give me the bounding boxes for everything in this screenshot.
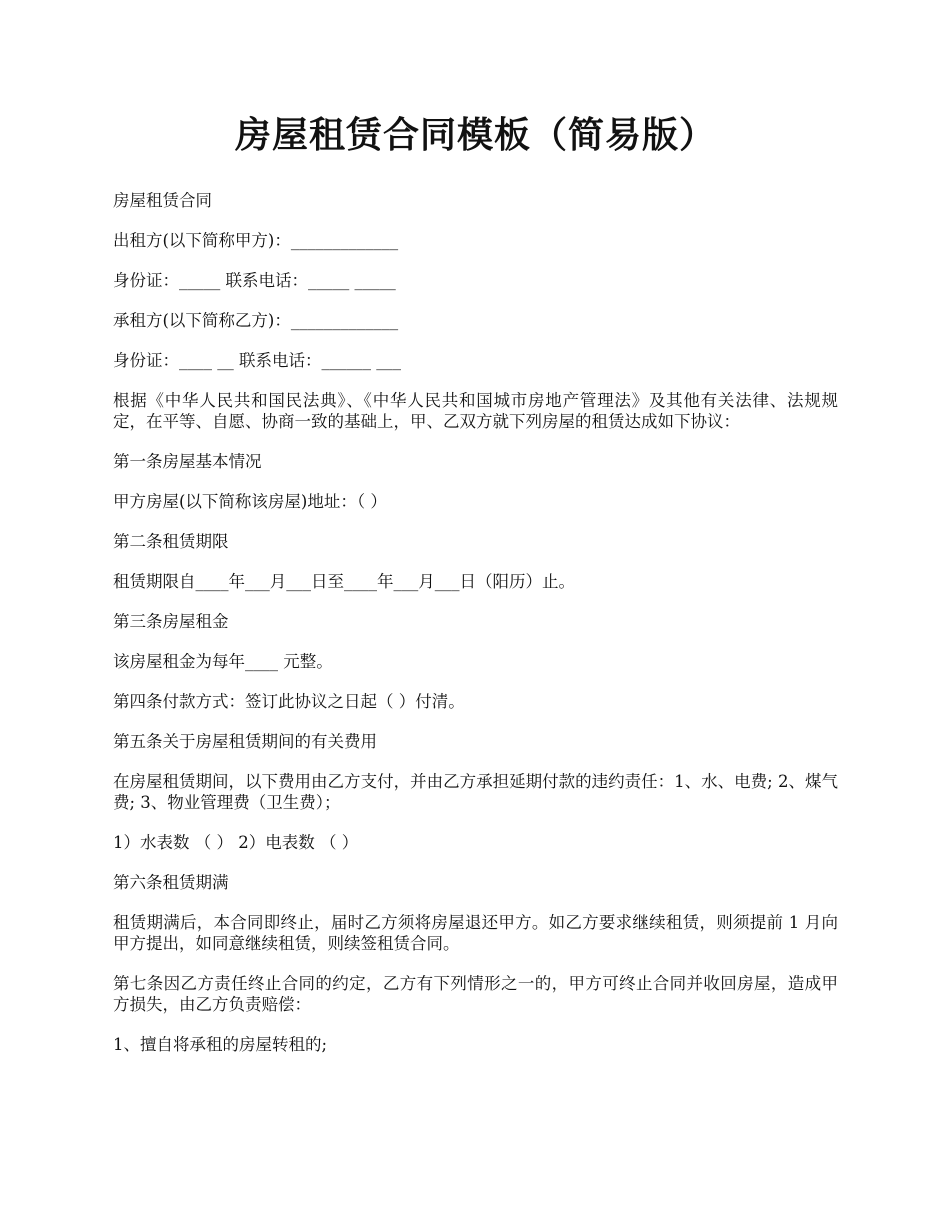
article-4-payment-line: 第四条付款方式：签订此协议之日起（ ）付清。 [113, 692, 465, 711]
article-6-heading: 第六条租赁期满 [113, 873, 229, 892]
rent-amount-line: 该房屋租金为每年____ 元整。 [113, 652, 333, 671]
article-2-heading: 第二条租赁期限 [113, 532, 229, 551]
article-7-item-1: 1、擅自将承租的房屋转租的; [113, 1035, 328, 1054]
article-5-heading: 第五条关于房屋租赁期间的有关费用 [113, 732, 377, 751]
preamble-paragraph: 根据《中华人民共和国民法典》、《中华人民共和国城市房地产管理法》及其他有关法律、法规规定，在平等、自愿、协商一致的基础上，甲、乙双方就下列房屋的租赁达成如下协议： [113, 391, 838, 431]
lease-term-line: 租赁期限自____年___月___日至____年___月___日（阳历）止。 [113, 572, 575, 591]
lessee-id-phone-line: 身份证：____ __ 联系电话：______ ___ [113, 351, 401, 370]
lessee-line: 承租方(以下简称乙方)：_____________ [113, 311, 399, 330]
lease-expiry-paragraph: 租赁期满后，本合同即终止，届时乙方须将房屋退还甲方。如乙方要求继续租赁，则须提前 1 月向甲方提出，如同意继续租赁，则续签租赁合同。 [113, 913, 838, 953]
lessor-line: 出租方(以下简称甲方)：_____________ [113, 231, 399, 250]
meter-readings-line: 1）水表数 （ ） 2）电表数 （ ） [113, 833, 359, 852]
lessor-id-phone-line: 身份证：_____ 联系电话：_____ _____ [113, 271, 396, 290]
document-title: 房屋租赁合同模板（简易版） [234, 115, 716, 156]
contract-heading: 房屋租赁合同 [113, 191, 212, 210]
article-1-heading: 第一条房屋基本情况 [113, 452, 262, 471]
article-3-heading: 第三条房屋租金 [113, 612, 229, 631]
fees-paragraph: 在房屋租赁期间，以下费用由乙方支付，并由乙方承担延期付款的违约责任：1、水、电费; 2、煤气费; 3、物业管理费（卫生费）； [113, 772, 838, 812]
house-address-line: 甲方房屋(以下简称该房屋)地址：（ ） [113, 492, 387, 511]
article-7-paragraph: 第七条因乙方责任终止合同的约定，乙方有下列情形之一的，甲方可终止合同并收回房屋，造成甲方损失，由乙方负责赔偿： [113, 974, 838, 1014]
